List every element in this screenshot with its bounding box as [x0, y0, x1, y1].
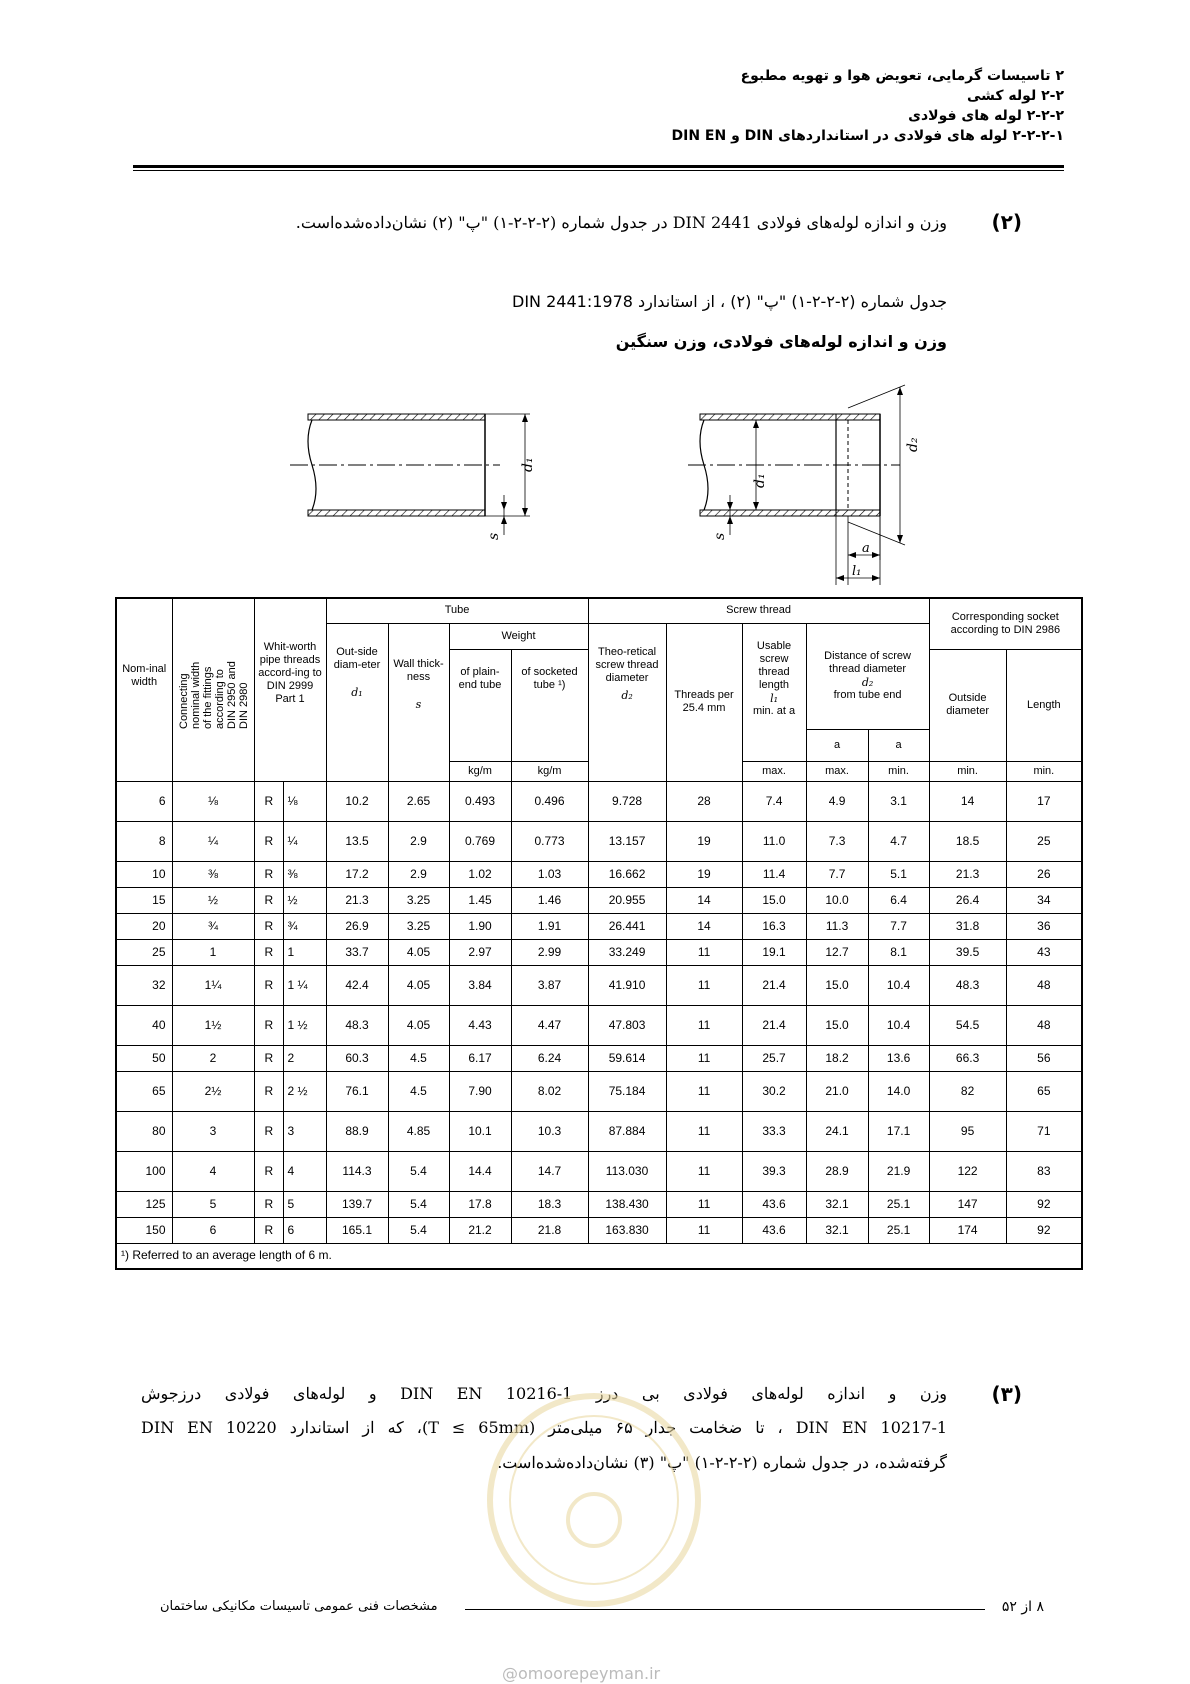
cell-dn: 20	[116, 913, 172, 939]
header-d1: d₁	[351, 685, 363, 699]
header-chapter: ۲ تاسیسات گرمایی، تعویض هوا و تهویه مطبوع	[740, 68, 1064, 84]
section-3-line3: گرفته‌شده، در جدول شماره (۲-۲-۲-۱) "پ" (۳) نشان‌داده‌شده‌است.	[497, 1453, 947, 1472]
header-outside-diameter	[326, 623, 388, 781]
cell-l1: 43.6	[742, 1191, 806, 1217]
cell-s-od: 48.3	[929, 965, 1006, 1005]
cell-wall: 4.5	[388, 1045, 449, 1071]
header-usable	[742, 623, 806, 761]
cell-tpi: 14	[666, 887, 742, 913]
cell-od: 88.9	[326, 1111, 388, 1151]
cell-d2: 13.157	[588, 821, 666, 861]
header-distance-d2: d₂	[861, 676, 874, 689]
cell-l1: 11.4	[742, 861, 806, 887]
cell-conn: ½	[172, 887, 254, 913]
cell-wall: 2.65	[388, 781, 449, 821]
cell-s-len: 36	[1006, 913, 1082, 939]
cell-tpi: 28	[666, 781, 742, 821]
cell-r: R	[254, 939, 283, 965]
cell-w-plain: 3.84	[449, 965, 511, 1005]
section-3-line2: DIN EN 10217-1 ، تا ضخامت جدار ۶۵ میلی‌متر (T ≤ 65mm)، که از استاندارد DIN EN 10220	[141, 1418, 948, 1437]
cell-a-min: 21.9	[868, 1151, 929, 1191]
cell-l1: 19.1	[742, 939, 806, 965]
cell-s-len: 26	[1006, 861, 1082, 887]
cell-w-plain: 1.02	[449, 861, 511, 887]
cell-r: R	[254, 1191, 283, 1217]
cell-od: 13.5	[326, 821, 388, 861]
cell-od: 139.7	[326, 1191, 388, 1217]
cell-wall: 4.05	[388, 939, 449, 965]
cell-dn: 40	[116, 1005, 172, 1045]
cell-s-len: 43	[1006, 939, 1082, 965]
cell-wall: 5.4	[388, 1217, 449, 1243]
cell-d2: 41.910	[588, 965, 666, 1005]
cell-conn: 2	[172, 1045, 254, 1071]
socketed-pipe	[688, 385, 905, 585]
header-weight: Weight	[449, 623, 588, 649]
header-l1: l₁	[770, 691, 779, 705]
table-footnote: ¹) Referred to an average length of 6 m.	[116, 1243, 1082, 1269]
cell-conn: 2½	[172, 1071, 254, 1111]
header-section: ۲-۲ لوله کشی	[967, 88, 1064, 104]
cell-wall: 5.4	[388, 1151, 449, 1191]
section-2-text: وزن و اندازه لوله‌های فولادی DIN 2441 در جدول شماره (۲-۲-۲-۱) "پ" (۲) نشان‌داده‌شده‌است.	[295, 213, 947, 232]
header-theoretical	[588, 623, 666, 781]
header-plain-end: of plain-end tube	[449, 649, 511, 761]
label-a: a	[862, 541, 870, 556]
pipe-dimensions-table	[115, 597, 1083, 1270]
seal-watermark-icon	[484, 1390, 704, 1610]
section-3-number: (۳)	[991, 1382, 1022, 1406]
header-subsubsection: ۲-۲-۲-۱ لوله های فولادی در استانداردهای DIN و DIN EN	[671, 128, 1064, 144]
label-s-right: s	[712, 532, 728, 540]
cell-w-plain: 21.2	[449, 1217, 511, 1243]
cell-r: R	[254, 887, 283, 913]
cell-a-max: 28.9	[806, 1151, 868, 1191]
cell-dn: 15	[116, 887, 172, 913]
cell-od: 76.1	[326, 1071, 388, 1111]
cell-a-max: 7.3	[806, 821, 868, 861]
cell-l1: 11.0	[742, 821, 806, 861]
cell-w-plain: 2.97	[449, 939, 511, 965]
cell-a-min: 8.1	[868, 939, 929, 965]
cell-a-max: 12.7	[806, 939, 868, 965]
cell-od: 33.7	[326, 939, 388, 965]
table-row	[116, 1045, 1082, 1071]
header-whitworth	[254, 598, 326, 781]
cell-dn: 125	[116, 1191, 172, 1217]
cell-l1: 21.4	[742, 965, 806, 1005]
cell-a-min: 25.1	[868, 1191, 929, 1217]
cell-conn: ⅜	[172, 861, 254, 887]
cell-w-sock: 21.8	[511, 1217, 588, 1243]
header-socket-od-min: min.	[929, 761, 1006, 781]
cell-a-max: 32.1	[806, 1191, 868, 1217]
cell-thread: 2	[283, 1045, 326, 1071]
header-distance-text: Distance of screw thread diameter	[824, 650, 911, 675]
cell-w-plain: 4.43	[449, 1005, 511, 1045]
cell-r: R	[254, 965, 283, 1005]
cell-thread: 3	[283, 1111, 326, 1151]
cell-d2: 26.441	[588, 913, 666, 939]
cell-thread: 4	[283, 1151, 326, 1191]
cell-r: R	[254, 913, 283, 939]
header-theoretical-text: Theo-retical screw thread diameter	[595, 645, 659, 684]
cell-a-max: 32.1	[806, 1217, 868, 1243]
cell-w-sock: 3.87	[511, 965, 588, 1005]
cell-r: R	[254, 861, 283, 887]
cell-tpi: 11	[666, 1191, 742, 1217]
cell-a-max: 18.2	[806, 1045, 868, 1071]
cell-thread: ¾	[283, 913, 326, 939]
cell-w-sock: 0.496	[511, 781, 588, 821]
cell-s-len: 92	[1006, 1191, 1082, 1217]
cell-thread: 5	[283, 1191, 326, 1217]
label-d1-left: d₁	[520, 457, 536, 472]
footer-page-number: ۸ از ۵۲	[1001, 1599, 1044, 1615]
cell-a-max: 21.0	[806, 1071, 868, 1111]
cell-a-min: 10.4	[868, 1005, 929, 1045]
cell-d2: 138.430	[588, 1191, 666, 1217]
cell-od: 17.2	[326, 861, 388, 887]
cell-a-min: 4.7	[868, 821, 929, 861]
cell-d2: 16.662	[588, 861, 666, 887]
cell-w-plain: 0.493	[449, 781, 511, 821]
cell-thread: 1	[283, 939, 326, 965]
table-row	[116, 1071, 1082, 1111]
table-row	[116, 1191, 1082, 1217]
cell-a-max: 24.1	[806, 1111, 868, 1151]
cell-tpi: 11	[666, 965, 742, 1005]
cell-wall: 4.05	[388, 1005, 449, 1045]
header-corresponding-socket: Corresponding socket according to DIN 2986	[929, 598, 1082, 649]
header-usable-text: Usable screw thread length	[756, 639, 792, 691]
cell-d2: 59.614	[588, 1045, 666, 1071]
cell-a-min: 10.4	[868, 965, 929, 1005]
cell-tpi: 11	[666, 1005, 742, 1045]
cell-thread: 1 ¼	[283, 965, 326, 1005]
cell-s-len: 25	[1006, 821, 1082, 861]
table-row	[116, 781, 1082, 821]
cell-tpi: 11	[666, 1151, 742, 1191]
cell-w-plain: 14.4	[449, 1151, 511, 1191]
cell-l1: 15.0	[742, 887, 806, 913]
cell-s-len: 17	[1006, 781, 1082, 821]
cell-d2: 20.955	[588, 887, 666, 913]
cell-thread: ⅜	[283, 861, 326, 887]
cell-w-plain: 17.8	[449, 1191, 511, 1217]
table-footnote-row	[116, 1243, 1082, 1269]
table-row	[116, 1005, 1082, 1045]
header-a-max-unit: max.	[806, 761, 868, 781]
cell-l1: 33.3	[742, 1111, 806, 1151]
header-tube: Tube	[326, 598, 588, 623]
table-caption-title: وزن و اندازه لوله‌های فولادی، وزن سنگین	[615, 332, 947, 351]
cell-dn: 100	[116, 1151, 172, 1191]
cell-dn: 10	[116, 861, 172, 887]
cell-s-od: 18.5	[929, 821, 1006, 861]
cell-thread: ¼	[283, 821, 326, 861]
table-row	[116, 821, 1082, 861]
header-whitworth-text: Whit-worth pipe threads accord-ing to DIN 2999 Part 1	[258, 641, 322, 705]
cell-s-od: 95	[929, 1111, 1006, 1151]
cell-l1: 7.4	[742, 781, 806, 821]
cell-s-od: 66.3	[929, 1045, 1006, 1071]
header-threads-per: Threads per 25.4 mm	[666, 623, 742, 781]
cell-a-min: 25.1	[868, 1217, 929, 1243]
cell-thread: ⅛	[283, 781, 326, 821]
cell-wall: 4.85	[388, 1111, 449, 1151]
cell-r: R	[254, 1005, 283, 1045]
cell-l1: 39.3	[742, 1151, 806, 1191]
cell-r: R	[254, 821, 283, 861]
cell-r: R	[254, 1071, 283, 1111]
table-row	[116, 939, 1082, 965]
cell-thread: ½	[283, 887, 326, 913]
cell-dn: 25	[116, 939, 172, 965]
header-screw-thread: Screw thread	[588, 598, 929, 623]
cell-conn: 3	[172, 1111, 254, 1151]
cell-dn: 65	[116, 1071, 172, 1111]
cell-w-plain: 6.17	[449, 1045, 511, 1071]
cell-thread: 1 ½	[283, 1005, 326, 1045]
header-kgm-socketed: kg/m	[511, 761, 588, 781]
cell-conn: 1½	[172, 1005, 254, 1045]
cell-a-min: 6.4	[868, 887, 929, 913]
header-socket-length: Length	[1006, 649, 1082, 761]
cell-w-plain: 1.90	[449, 913, 511, 939]
cell-s-len: 56	[1006, 1045, 1082, 1071]
cell-a-max: 11.3	[806, 913, 868, 939]
header-connecting	[172, 598, 254, 781]
header-connecting-text: Connecting nominal width of the fittings according to DIN 2950 and DIN 2980	[177, 660, 250, 729]
cell-d2: 75.184	[588, 1071, 666, 1111]
cell-tpi: 11	[666, 1045, 742, 1071]
cell-tpi: 14	[666, 913, 742, 939]
cell-w-sock: 4.47	[511, 1005, 588, 1045]
cell-wall: 3.25	[388, 887, 449, 913]
header-usable-max: max.	[742, 761, 806, 781]
header-from-tube-end: from tube end	[833, 689, 902, 701]
cell-od: 114.3	[326, 1151, 388, 1191]
cell-wall: 2.9	[388, 861, 449, 887]
header-socket-len-min: min.	[1006, 761, 1082, 781]
cell-conn: 1¼	[172, 965, 254, 1005]
cell-od: 26.9	[326, 913, 388, 939]
cell-a-min: 17.1	[868, 1111, 929, 1151]
cell-tpi: 11	[666, 1217, 742, 1243]
footer-rule	[465, 1609, 985, 1610]
cell-tpi: 19	[666, 821, 742, 861]
cell-conn: 1	[172, 939, 254, 965]
cell-s-od: 26.4	[929, 887, 1006, 913]
table-row	[116, 1151, 1082, 1191]
cell-tpi: 19	[666, 861, 742, 887]
label-d2: d₂	[905, 437, 921, 452]
cell-d2: 113.030	[588, 1151, 666, 1191]
header-wall-thickness	[388, 623, 449, 781]
label-s-left: s	[486, 532, 502, 540]
cell-s-len: 48	[1006, 965, 1082, 1005]
cell-wall: 3.25	[388, 913, 449, 939]
cell-tpi: 11	[666, 939, 742, 965]
cell-s-len: 34	[1006, 887, 1082, 913]
cell-w-sock: 1.91	[511, 913, 588, 939]
table-caption-number: جدول شماره (۲-۲-۲-۱) "پ" (۲) ، از استاندارد DIN 2441:1978	[512, 292, 947, 311]
cell-w-sock: 18.3	[511, 1191, 588, 1217]
cell-s-od: 174	[929, 1217, 1006, 1243]
cell-d2: 47.803	[588, 1005, 666, 1045]
cell-conn: ⅛	[172, 781, 254, 821]
header-a-min-unit: min.	[868, 761, 929, 781]
cell-od: 60.3	[326, 1045, 388, 1071]
table-row	[116, 913, 1082, 939]
site-watermark: @omoorepeyman.ir	[502, 1664, 661, 1683]
cell-w-sock: 1.03	[511, 861, 588, 887]
header-nominal-width	[116, 598, 172, 781]
cell-a-min: 3.1	[868, 781, 929, 821]
cell-dn: 50	[116, 1045, 172, 1071]
cell-od: 21.3	[326, 887, 388, 913]
table-row	[116, 887, 1082, 913]
cell-od: 48.3	[326, 1005, 388, 1045]
header-socketed: of socketed tube ¹)	[511, 649, 588, 761]
table-row	[116, 861, 1082, 887]
pipe-drawing	[0, 0, 1190, 600]
cell-s-len: 65	[1006, 1071, 1082, 1111]
cell-dn: 150	[116, 1217, 172, 1243]
cell-d2: 163.830	[588, 1217, 666, 1243]
cell-dn: 6	[116, 781, 172, 821]
header-d2: d₂	[621, 688, 633, 702]
cell-s-len: 92	[1006, 1217, 1082, 1243]
cell-wall: 4.05	[388, 965, 449, 1005]
cell-r: R	[254, 1151, 283, 1191]
cell-od: 42.4	[326, 965, 388, 1005]
cell-w-plain: 10.1	[449, 1111, 511, 1151]
cell-s-len: 71	[1006, 1111, 1082, 1151]
cell-a-min: 13.6	[868, 1045, 929, 1071]
cell-s-od: 31.8	[929, 913, 1006, 939]
cell-dn: 80	[116, 1111, 172, 1151]
cell-tpi: 11	[666, 1111, 742, 1151]
header-socket-outside: Outside diameter	[929, 649, 1006, 761]
cell-w-sock: 14.7	[511, 1151, 588, 1191]
cell-w-sock: 8.02	[511, 1071, 588, 1111]
cell-dn: 8	[116, 821, 172, 861]
cell-conn: ¼	[172, 821, 254, 861]
cell-a-max: 10.0	[806, 887, 868, 913]
header-min-at-a: min. at a	[752, 704, 796, 717]
cell-d2: 33.249	[588, 939, 666, 965]
cell-s-od: 147	[929, 1191, 1006, 1217]
header-a-max-label: a	[806, 729, 868, 761]
header-nominal-width-text: Nom-inal width	[122, 663, 167, 688]
cell-w-plain: 1.45	[449, 887, 511, 913]
cell-d2: 87.884	[588, 1111, 666, 1151]
label-d1-right: d₁	[752, 473, 768, 488]
section-2-number: (۲)	[991, 210, 1022, 234]
cell-a-max: 15.0	[806, 965, 868, 1005]
cell-d2: 9.728	[588, 781, 666, 821]
cell-s-od: 39.5	[929, 939, 1006, 965]
cell-wall: 5.4	[388, 1191, 449, 1217]
cell-l1: 30.2	[742, 1071, 806, 1111]
cell-thread: 6	[283, 1217, 326, 1243]
cell-w-sock: 10.3	[511, 1111, 588, 1151]
cell-conn: 6	[172, 1217, 254, 1243]
cell-a-min: 5.1	[868, 861, 929, 887]
cell-r: R	[254, 1111, 283, 1151]
cell-s-od: 82	[929, 1071, 1006, 1111]
header-distance	[806, 623, 929, 729]
cell-r: R	[254, 1045, 283, 1071]
cell-s-len: 48	[1006, 1005, 1082, 1045]
cell-w-plain: 7.90	[449, 1071, 511, 1111]
cell-thread: 2 ½	[283, 1071, 326, 1111]
cell-a-min: 14.0	[868, 1071, 929, 1111]
cell-a-min: 7.7	[868, 913, 929, 939]
cell-wall: 2.9	[388, 821, 449, 861]
cell-l1: 21.4	[742, 1005, 806, 1045]
header-kgm-plain: kg/m	[449, 761, 511, 781]
cell-dn: 32	[116, 965, 172, 1005]
cell-r: R	[254, 781, 283, 821]
table-row	[116, 1111, 1082, 1151]
table-row	[116, 1217, 1082, 1243]
cell-od: 165.1	[326, 1217, 388, 1243]
cell-a-max: 4.9	[806, 781, 868, 821]
cell-w-sock: 6.24	[511, 1045, 588, 1071]
label-l1: l₁	[852, 564, 862, 579]
cell-conn: ¾	[172, 913, 254, 939]
header-a-min-label: a	[868, 729, 929, 761]
cell-s-od: 14	[929, 781, 1006, 821]
table-row	[116, 965, 1082, 1005]
header-s: s	[415, 697, 422, 711]
cell-conn: 4	[172, 1151, 254, 1191]
header-outside-diameter-text: Out-side diam-eter	[333, 645, 381, 671]
header-wall-thickness-text: Wall thick-ness	[393, 657, 444, 683]
cell-s-od: 122	[929, 1151, 1006, 1191]
cell-od: 10.2	[326, 781, 388, 821]
cell-conn: 5	[172, 1191, 254, 1217]
cell-r: R	[254, 1217, 283, 1243]
cell-wall: 4.5	[388, 1071, 449, 1111]
cell-a-max: 15.0	[806, 1005, 868, 1045]
cell-s-od: 21.3	[929, 861, 1006, 887]
section-3-line1: وزن و اندازه لوله‌های فولادی بی درز DIN EN 10216-1 و لوله‌های فولادی درزجوش	[141, 1384, 948, 1403]
cell-a-max: 7.7	[806, 861, 868, 887]
cell-l1: 43.6	[742, 1217, 806, 1243]
cell-w-plain: 0.769	[449, 821, 511, 861]
footer-title: مشخصات فنی عمومی تاسیسات مکانیکی ساختمان	[160, 1599, 438, 1614]
plain-end-pipe	[290, 414, 530, 535]
cell-w-sock: 1.46	[511, 887, 588, 913]
cell-w-sock: 2.99	[511, 939, 588, 965]
header-subsection: ۲-۲-۲ لوله های فولادی	[908, 108, 1064, 124]
cell-l1: 25.7	[742, 1045, 806, 1071]
cell-s-od: 54.5	[929, 1005, 1006, 1045]
cell-w-sock: 0.773	[511, 821, 588, 861]
cell-s-len: 83	[1006, 1151, 1082, 1191]
cell-l1: 16.3	[742, 913, 806, 939]
cell-tpi: 11	[666, 1071, 742, 1111]
